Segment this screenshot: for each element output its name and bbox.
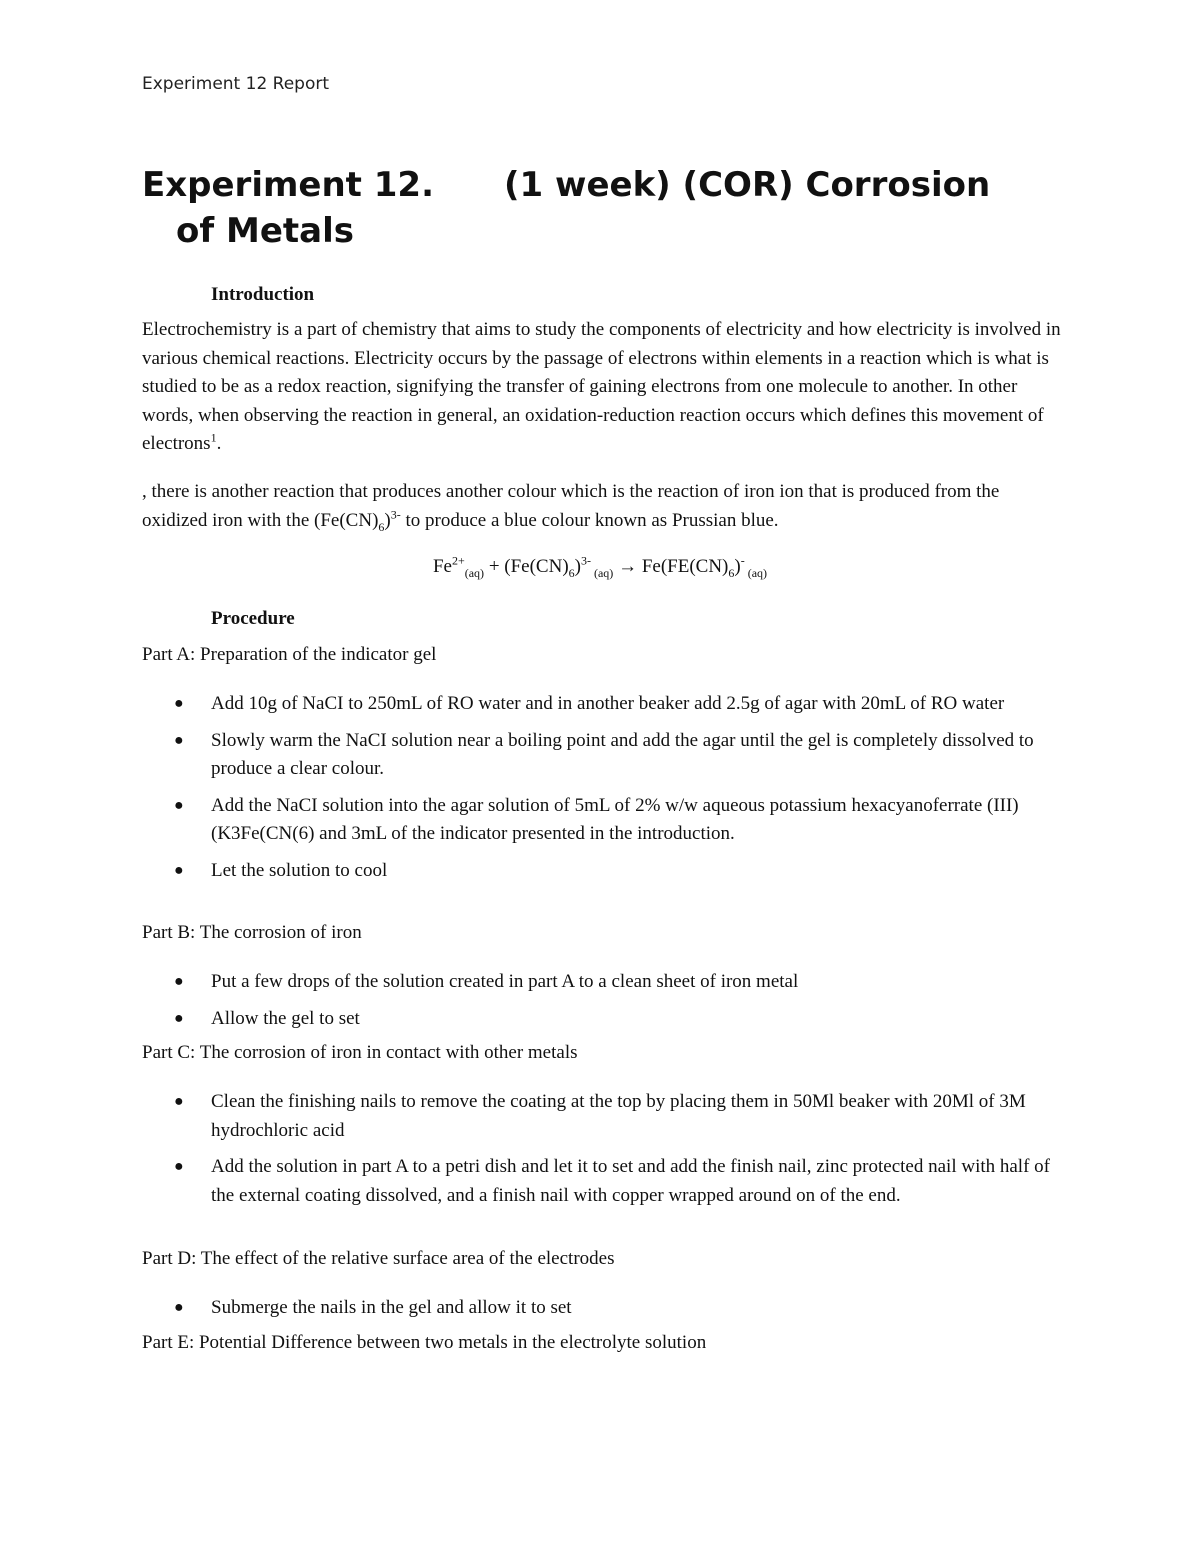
part-e-title: Part E: Potential Difference between two metals in the electrolyte solution	[142, 1332, 707, 1353]
introduction-heading: Introduction	[211, 284, 315, 305]
title-line2: of Metals	[176, 211, 354, 251]
chemical-equation: $Fe^{2+}_{(aq)} + (Fe(CN)_6)^{3-}$ $_{(aq)} \to Fe(FE(CN)_6)^-$ $_{(aq)}$	[432, 553, 768, 580]
arrow-icon: →	[618, 556, 638, 577]
list-item: ● Add 10g of NaCI to 250mL of RO water and in another beaker add 2.5g of agar with 20mL of RO water	[174, 693, 1005, 714]
part-c-title: Part C: The corrosion of iron in contact with other metals	[142, 1042, 578, 1063]
list-item: ● Put a few drops of the solution created in part A to a clean sheet of iron metal	[174, 971, 799, 992]
part-a-title: Part A: Preparation of the indicator gel	[142, 644, 437, 665]
title-part1: Experiment 12.	[142, 165, 434, 205]
page-header: Experiment 12 Report	[142, 74, 330, 94]
part-d-title: Part D: The effect of the relative surface area of the electrodes	[142, 1248, 615, 1269]
part-a-list	[142, 690, 1072, 893]
prussian-blue-paragraph: , there is another reaction that produces another colour which is the reaction of iron ion that is produced from the oxidized iron with the $(Fe(CN)_6)^{3-}$ to produce a blue colour known as Prussian blue.	[142, 481, 1000, 534]
list-item: ● Clean the finishing nails to remove the coating at the top by placing them in 50Ml beaker with 20Ml of 3M hydrochloric acid	[174, 1091, 1026, 1141]
part-c-list	[142, 1088, 1072, 1218]
list-item: ● Submerge the nails in the gel and allow it to set	[174, 1297, 572, 1318]
list-item: ● Let the solution to cool	[174, 859, 388, 881]
list-item: ● Add the NaCI solution into the agar solution of 5mL of 2% w/w aqueous potassium hexacyanoferrate (III) (K3Fe(CN(6) and 3mL of the indicator presented in the introduction.	[174, 794, 1019, 844]
document-title	[142, 162, 1102, 254]
part-d-list	[142, 1294, 1072, 1331]
procedure-heading: Procedure	[211, 608, 295, 629]
part-b-list	[142, 968, 1072, 1041]
title-part2: (1 week) (COR) Corrosion	[504, 165, 991, 205]
list-item: ● Add the solution in part A to a petri dish and let it to set and add the finish nail, zinc protected nail with half of the external coating dissolved, and a finish nail with copper wrapped around on of the end.	[174, 1156, 1050, 1206]
part-b-title: Part B: The corrosion of iron	[142, 922, 362, 943]
list-item: ● Slowly warm the NaCI solution near a boiling point and add the agar until the gel is completely dissolved to produce a clear colour.	[174, 729, 1034, 779]
introduction-paragraph: Electrochemistry is a part of chemistry that aims to study the components of electricity and how electricity is involved in various chemical reactions. Electricity occurs by the passage of electrons within elements in a reaction which is what is studied to be as a redox reaction, signifying the transfer of gaining electrons from one molecule to another. In other words, when observing the reaction in general, an oxidation-reduction reaction occurs which defines this movement of electrons$^1$.	[142, 319, 1061, 454]
list-item: ● Allow the gel to set	[174, 1007, 360, 1029]
intro-text: Electrochemistry is a part of chemistry that aims to study the components of electricity and how electricity is involved in various chemical reactions. Electricity occurs by the passage of electrons within elements in a reaction which is what is studied to be as a redox reaction, signifying the transfer of gaining electrons from one molecule to another. In other words, when observing the reaction in general, an oxidation-reduction reaction occurs which defines this movement of electrons	[142, 319, 1061, 454]
footnote-reference: 1	[210, 430, 217, 445]
